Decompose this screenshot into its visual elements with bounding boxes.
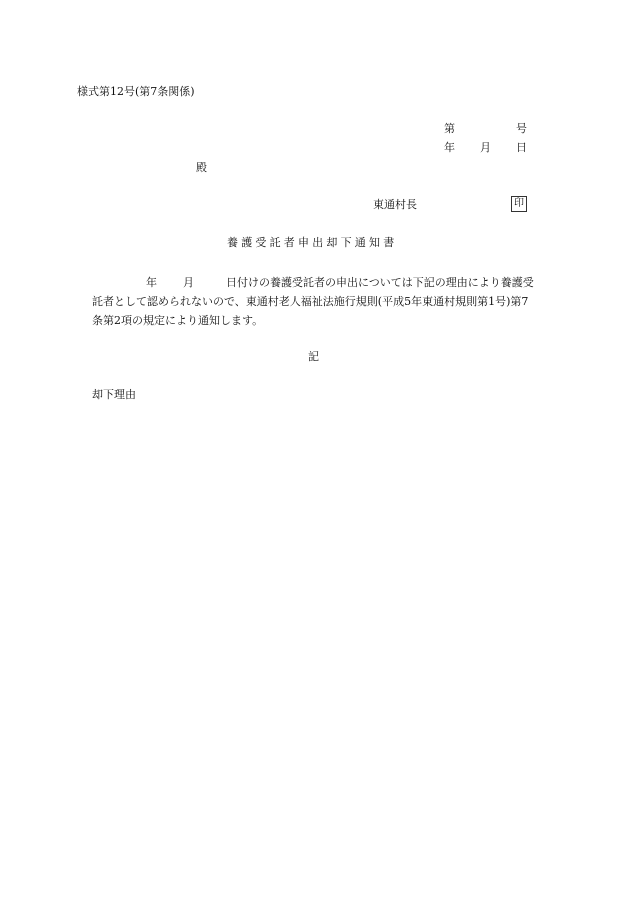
body-line-1 (92, 273, 532, 292)
issuer-name: 東通村長 (373, 198, 417, 211)
form-number: 様式第12号(第7条関係) (77, 85, 195, 98)
body-line-2: 託者として認められないので、東通村老人福祉法施行規則(平成5年東通村規則第1号)第7 (92, 295, 529, 308)
body-year-label: 年 (146, 276, 157, 289)
date-day-label: 日 (516, 141, 527, 154)
seal-mark: 印 (511, 196, 527, 212)
ki-heading: 記 (308, 350, 319, 363)
body-month-label: 月 (183, 276, 194, 289)
date-month-label: 月 (480, 141, 491, 154)
body-paragraph (92, 273, 532, 330)
date-year-label: 年 (444, 141, 455, 154)
body-line-3: 条第2項の規定により通知します。 (92, 314, 264, 327)
document-number-suffix: 号 (516, 122, 527, 135)
body-line-1-text: 日付けの養護受託者の申出については下記の理由により養護受 (226, 276, 534, 289)
rejection-reason-label: 却下理由 (92, 388, 136, 401)
addressee-honorific: 殿 (196, 161, 207, 174)
document-title: 養護受託者申出却下通知書 (227, 236, 398, 249)
document-number-prefix: 第 (444, 122, 455, 135)
